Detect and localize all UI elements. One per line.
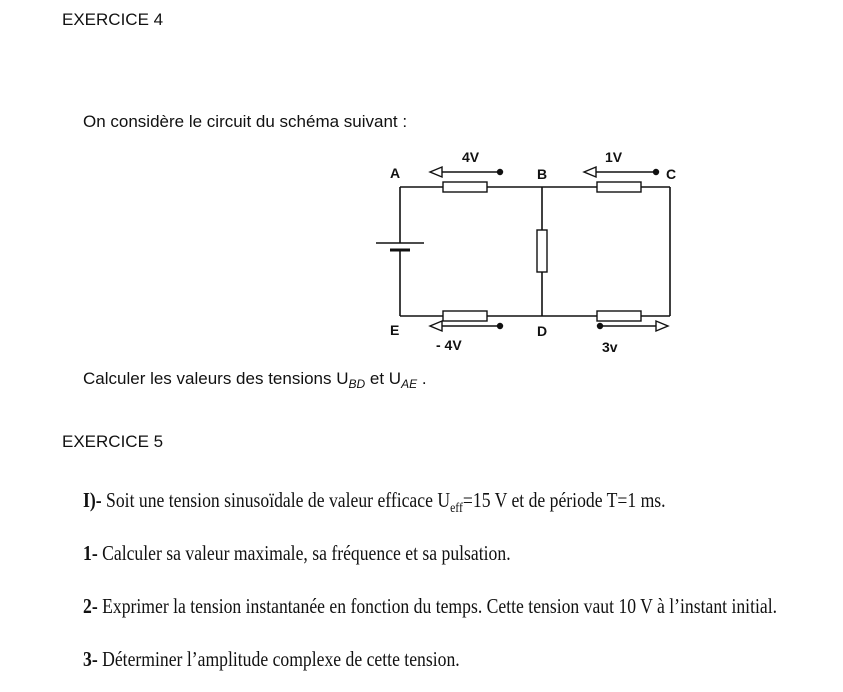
exercise-4-title: EXERCICE 4 bbox=[62, 10, 164, 29]
resistor-bd bbox=[537, 230, 547, 272]
exercise-5-part-1 bbox=[83, 488, 666, 517]
exercise-5-question-1 bbox=[83, 541, 511, 566]
question-3-number: 3- bbox=[83, 647, 98, 671]
subscript-bd: BD bbox=[348, 377, 366, 391]
question-3-text: Déterminer l’amplitude complexe de cette tension. bbox=[97, 647, 460, 671]
node-label-b: B bbox=[537, 166, 548, 182]
exercise-5-question-3 bbox=[83, 647, 460, 672]
resistor-bc bbox=[597, 182, 641, 192]
part-1-number: I)- bbox=[83, 488, 102, 512]
subscript-ae: AE bbox=[401, 377, 418, 391]
voltage-label-dc: 3v bbox=[602, 339, 618, 355]
resistor-ed bbox=[443, 311, 487, 321]
exercise-5-title: EXERCICE 5 bbox=[62, 432, 164, 451]
question-text-end: . bbox=[417, 369, 427, 388]
subscript-eff: eff bbox=[450, 501, 463, 516]
battery-symbol bbox=[376, 243, 424, 250]
question-1-number: 1- bbox=[83, 541, 98, 565]
resistor-dc bbox=[597, 311, 641, 321]
question-1-text: Calculer sa valeur maximale, sa fréquence et sa pulsation. bbox=[97, 541, 511, 565]
resistor-ab bbox=[443, 182, 487, 192]
part-1-text-end: =15 V et de période T=1 ms. bbox=[462, 488, 666, 512]
question-text-middle: et U bbox=[365, 369, 402, 388]
node-label-c: C bbox=[666, 166, 677, 182]
exercise-4-question bbox=[83, 369, 427, 391]
node-label-a: A bbox=[390, 165, 401, 181]
question-text-start: Calculer les valeurs des tensions U bbox=[83, 369, 349, 388]
part-1-text-start: Soit une tension sinusoïdale de valeur efficace U bbox=[101, 488, 451, 512]
node-label-e: E bbox=[390, 322, 400, 338]
voltage-label-bc: 1V bbox=[605, 149, 623, 165]
exercise-5-question-2 bbox=[83, 594, 777, 619]
exercise-4-intro: On considère le circuit du schéma suivant : bbox=[83, 112, 408, 131]
circuit-diagram bbox=[360, 140, 690, 365]
voltage-label-ab: 4V bbox=[462, 149, 480, 165]
circuit-wires bbox=[400, 187, 670, 316]
voltage-label-ed: - 4V bbox=[436, 337, 462, 353]
question-2-number: 2- bbox=[83, 594, 98, 618]
node-label-d: D bbox=[537, 323, 548, 339]
question-2-text: Exprimer la tension instantanée en fonction du temps. Cette tension vaut 10 V à l’instant initial. bbox=[97, 594, 778, 618]
